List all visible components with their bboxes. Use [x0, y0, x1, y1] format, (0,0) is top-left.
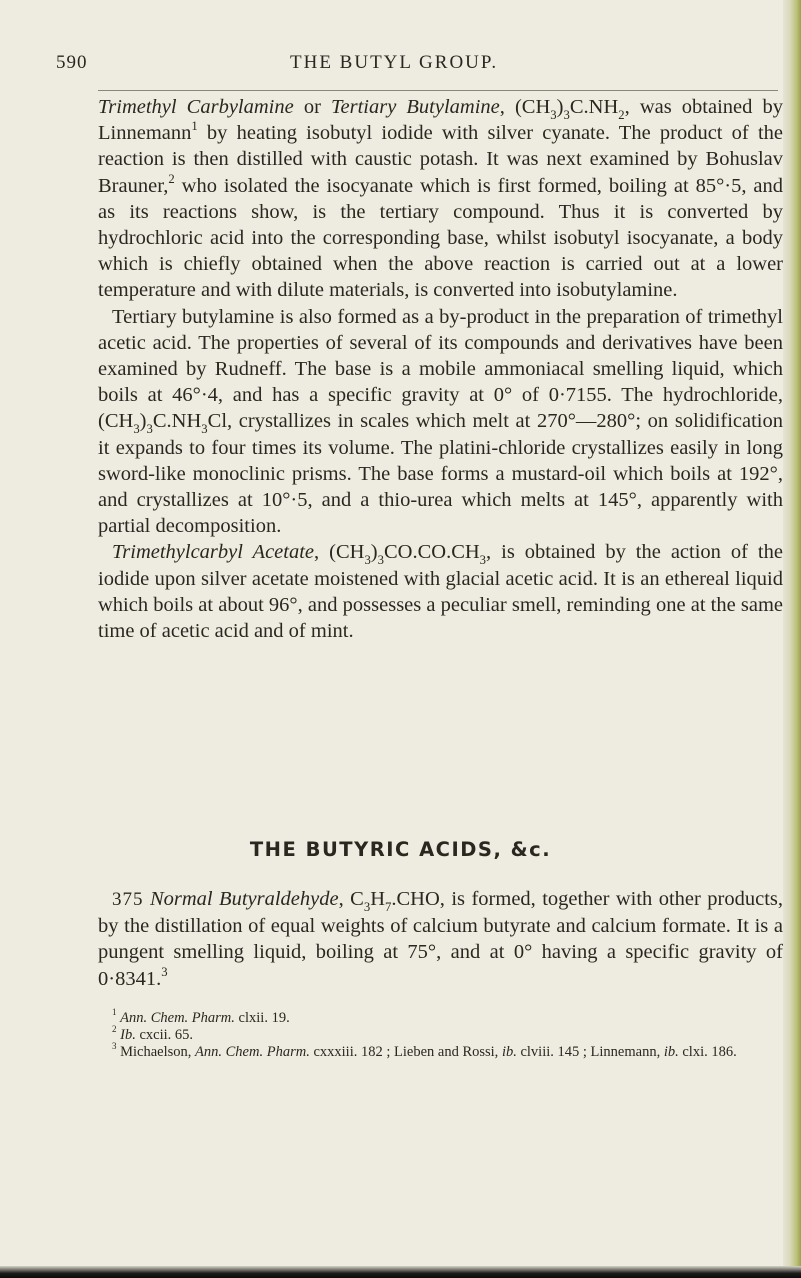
footnote-ref: 1	[191, 119, 198, 134]
paragraph-normal-butyraldehyde: 375 Normal Butyraldehyde, $C_3H_7.CHO$, is formed, together with other products, by the distillation of equal weights of calcium butyrate and calcium formate. It is a pungent smelling liquid, boiling at 75°, and at 0° having a specific gravity of 0·8341.$^3$	[98, 888, 784, 990]
footnote-3: $^3$ Michaelson, Ann. Chem. Pharm. cxxxiii. 182 ; Lieben and Rossi, ib. clviii. 145 ; Linnemann, ib. clxi. 186.	[112, 1041, 737, 1060]
footnotes	[98, 1007, 783, 1061]
footnote-2: $^2$ Ib. cxcii. 65.	[112, 1024, 194, 1043]
formula: , (CH	[499, 96, 551, 118]
section-number: 375	[112, 889, 144, 910]
page-bottom-edge	[0, 1266, 801, 1278]
main-text	[98, 94, 783, 644]
footnote-1: $^1$ Ann. Chem. Pharm. clxii. 19.	[112, 1007, 290, 1026]
paragraph-trimethylcarbyl-acetate: Trimethylcarbyl Acetate, $(CH_3)_3CO.CO.CH_3$, is obtained by the action of the iodide upon silver acetate moistened with glacial acetic acid. It is an ethereal liquid which boils at about 96°, and possesses a peculiar smell, reminding one at the same time of acetic acid and of mint.	[98, 541, 783, 643]
header-rule	[98, 90, 778, 91]
page-number: 590	[56, 52, 88, 73]
paragraph-tertiary-butylamine: Tertiary butylamine is also formed as a by-product in the preparation of trimethyl acetic acid. The properties of several of its compounds and derivatives have been examined by Rudneff. The base is a mobile ammoniacal smelling liquid, which boils at 46°·4, and has a specific gravity at 0° of 0·7155. The hydrochloride, $(CH_3)_3C.NH_3Cl$, crystallizes in scales which melt at 270°—280°; on solidification it expands to four times its volume. The platini-chloride crystallizes easily in long sword-like monoclinic prisms. The base forms a mustard-oil which boils at 192°, and crystallizes at 10°·5, and a thio-urea which melts at 145°, apparently with partial decomposition.	[98, 305, 783, 538]
footnote-ref: 3	[161, 964, 168, 979]
section-heading: THE BUTYRIC ACIDS, &c.	[249, 838, 552, 861]
running-head: THE BUTYL GROUP.	[290, 52, 499, 73]
page-edge-shadow	[783, 0, 801, 1278]
compound-alt-name: Tertiary Butylamine	[331, 96, 500, 118]
page-header	[0, 52, 801, 84]
section-text	[98, 886, 783, 992]
paragraph-trimethyl-carbylamine: Trimethyl Carbylamine or Tertiary Butylamine, $(CH_3)_3C.NH_2$, was obtained by Linnemann$^1$ by heating isobutyl iodide with silver cyanate. The product of the reaction is then distilled with caustic potash. It was next examined by Bohuslav Brauner,$^2$ who isolated the isocyanate which is first formed, boiling at 85°·5, and as its reactions show, is the tertiary compound. Thus it is converted by hydrochloric acid into the corresponding base, whilst isobutyl isocyanate, a body which is chiefly obtained when the above reaction is carried out at a lower temperature and with dilute materials, is converted into isobutylamine.	[98, 96, 783, 302]
footnote-ref: 2	[168, 171, 175, 186]
compound-name: Trimethylcarbyl Acetate	[112, 541, 315, 564]
compound-name: Normal Butyraldehyde	[149, 888, 339, 910]
compound-name: Trimethyl Carbylamine	[98, 96, 294, 118]
